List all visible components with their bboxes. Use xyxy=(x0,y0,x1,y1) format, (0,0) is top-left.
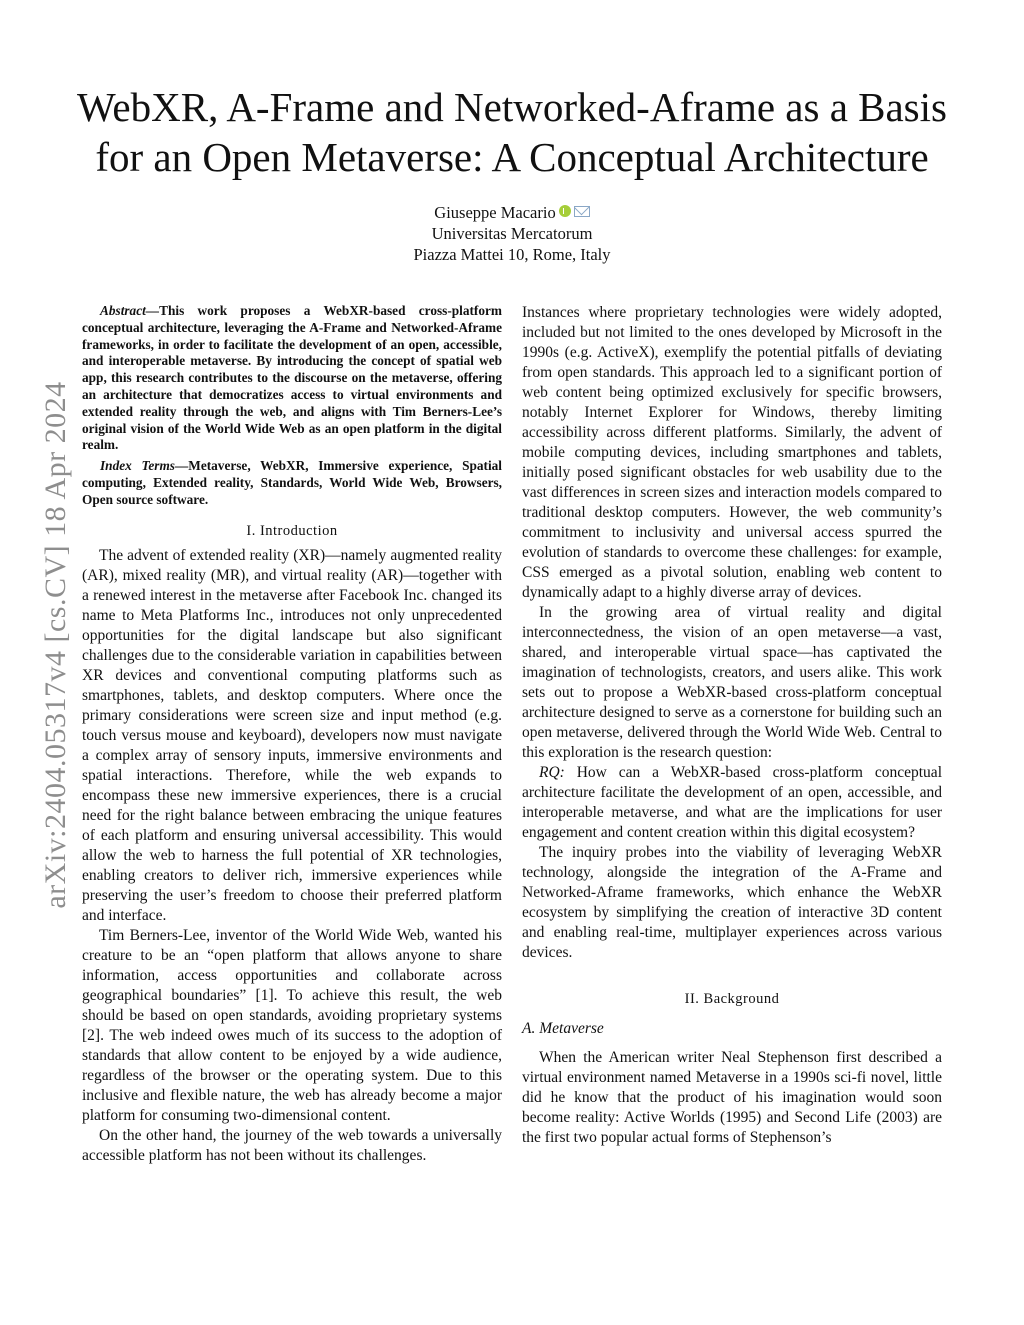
author-address: Piazza Mattei 10, Rome, Italy xyxy=(413,245,611,264)
abstract-text: This work proposes a WebXR-based cross-platform conceptual architecture, leveraging the A-Frame and Networked-Aframe frameworks, in order to facilitate the development of an open, accessible, and interoperable metaverse. By introducing the concept of spatial web app, this research contributes to the discourse on the metaverse, offering an architecture that democratizes access to virtual environments and extended reality through the web, and aligns with Tim Berners-Lee’s original vision of the World Wide Web as an open platform in the digital realm. xyxy=(82,303,502,453)
index-terms-label: Index Terms— xyxy=(100,458,189,474)
paragraph: On the other hand, the journey of the web towards a universally accessible platform has not been without its challenges. xyxy=(82,1126,502,1164)
paper-title: WebXR, A-Frame and Networked-Aframe as a Basis for an Open Metaverse: A Conceptual Architecture xyxy=(77,84,947,180)
paragraph: When the American writer Neal Stephenson first described a virtual environment named Metaverse in a 1990s sci-fi novel, little did he know that the product of his imagination would soon become reality: Active Worlds (1995) and Second Life (2003) are the first two popular actual forms of Stephenson’s xyxy=(522,1049,942,1146)
mail-icon[interactable] xyxy=(574,206,590,217)
rq-text: How can a WebXR-based cross-platform conceptual architecture facilitate the development of an open, accessible, and interoperable metaverse, and what are the implications for user engagement and content creation within this digital ecosystem? xyxy=(522,764,942,841)
paragraph: The advent of extended reality (XR)—namely augmented reality (AR), mixed reality (MR), and virtual reality (AR)—together with a renewed interest in the metaverse after Facebook Inc. changed its name to Meta Platforms Inc., introduces not only unprecedented opportunities for the digital landscape but also significant challenges due to the considerable variation in capabilities between XR devices and conventional computing platforms such as smartphones, tablets, and desktop computers. Where once the primary considerations were screen size and input method (e.g. touch versus mouse and keyboard), developers now must navigate a complex array of sensory inputs, immersive environments and spatial interactions. Therefore, while the web expands to encompass these new immersive experiences, there is a crucial need for the right balance between embracing the unique features of each platform and ensuring universal accessibility. This would allow the web to harness the full potential of XR technologies, enabling creators to deliver rich, immersive experiences while preserving the user’s freedom to choose their preferred platform and interface. xyxy=(82,546,502,924)
author-name: Giuseppe Macario xyxy=(434,203,556,222)
paragraph: The inquiry probes into the viability of leveraging WebXR technology, alongside the integration of the A-Frame and Networked-Aframe frameworks, which enhance the WebXR ecosystem by simplifying the creation of interactive 3D content and enabling real-time, multiplayer experiences across various devices. xyxy=(522,844,942,961)
abstract-label: Abstract— xyxy=(100,303,160,318)
right-column xyxy=(522,303,942,1148)
research-question xyxy=(522,763,942,843)
orcid-icon[interactable] xyxy=(559,205,571,217)
section-heading-introduction: I. Introduction xyxy=(246,522,338,539)
paragraph: In the growing area of virtual reality and digital interconnectedness, the vision of an open metaverse—a vast, shared, and interoperable virtual space—has captivated the imagination of technologists, creators, and users alike. This work sets out to propose a WebXR-based cross-platform conceptual architecture designed to serve as a cornerstone for building such an open metaverse, delivered through the World Wide Web. Central to this exploration is the research question: xyxy=(522,604,942,761)
arxiv-identifier-stamp: arXiv:2404.05317v4 [cs.CV] 18 Apr 2024 xyxy=(39,381,72,909)
paragraph: Instances where proprietary technologies were widely adopted, included but not limited to the ones developed by Microsoft in the 1990s (e.g. ActiveX), exemplify the potential pitfalls of deviating from open standards. This approach led to a significant portion of web content being optimized exclusively for specific browsers, notably Internet Explorer for Windows, thereby limiting accessibility across different platforms. Similarly, the advent of mobile computing devices, including smartphones and tablets, initially posed significant obstacles for web usability due to the vast differences in screen sizes and interaction models compared to traditional desktop computers. However, the web community’s commitment to inclusivity and universal access spurred the evolution of standards to overcome these challenges: for example, CSS emerged as a pivotal solution, enabling web content to dynamically adapt to a highly diverse array of devices. xyxy=(522,304,942,601)
index-terms xyxy=(82,458,502,508)
section-heading-background: II. Background xyxy=(684,991,780,1007)
author-block xyxy=(0,202,1024,265)
subsection-heading-metaverse: A. Metaverse xyxy=(522,1020,604,1037)
rq-label: RQ: xyxy=(539,764,565,781)
author-line xyxy=(0,202,1024,223)
left-column xyxy=(82,303,502,1166)
index-terms-text: Metaverse, WebXR, Immersive experience, Spatial computing, Extended reality, Standards, World Wide Web, Browsers, Open source software. xyxy=(82,458,502,507)
paragraph: Tim Berners-Lee, inventor of the World Wide Web, wanted his creature to be an “open platform that allows anyone to share information, access opportunities and collaborate across geographical boundaries” [1]. To achieve this result, the web should be based on open standards, avoiding proprietary systems [2]. The web indeed owes much of its success to the adoption of standards that allow content to be enjoyed by a wide audience, regardless of the browser or the operating system. Due to this inclusive and flexible nature, the web has already become a major platform for consuming two-dimensional content. xyxy=(82,926,502,1124)
author-affiliation: Universitas Mercatorum xyxy=(431,224,593,243)
abstract xyxy=(82,303,502,454)
